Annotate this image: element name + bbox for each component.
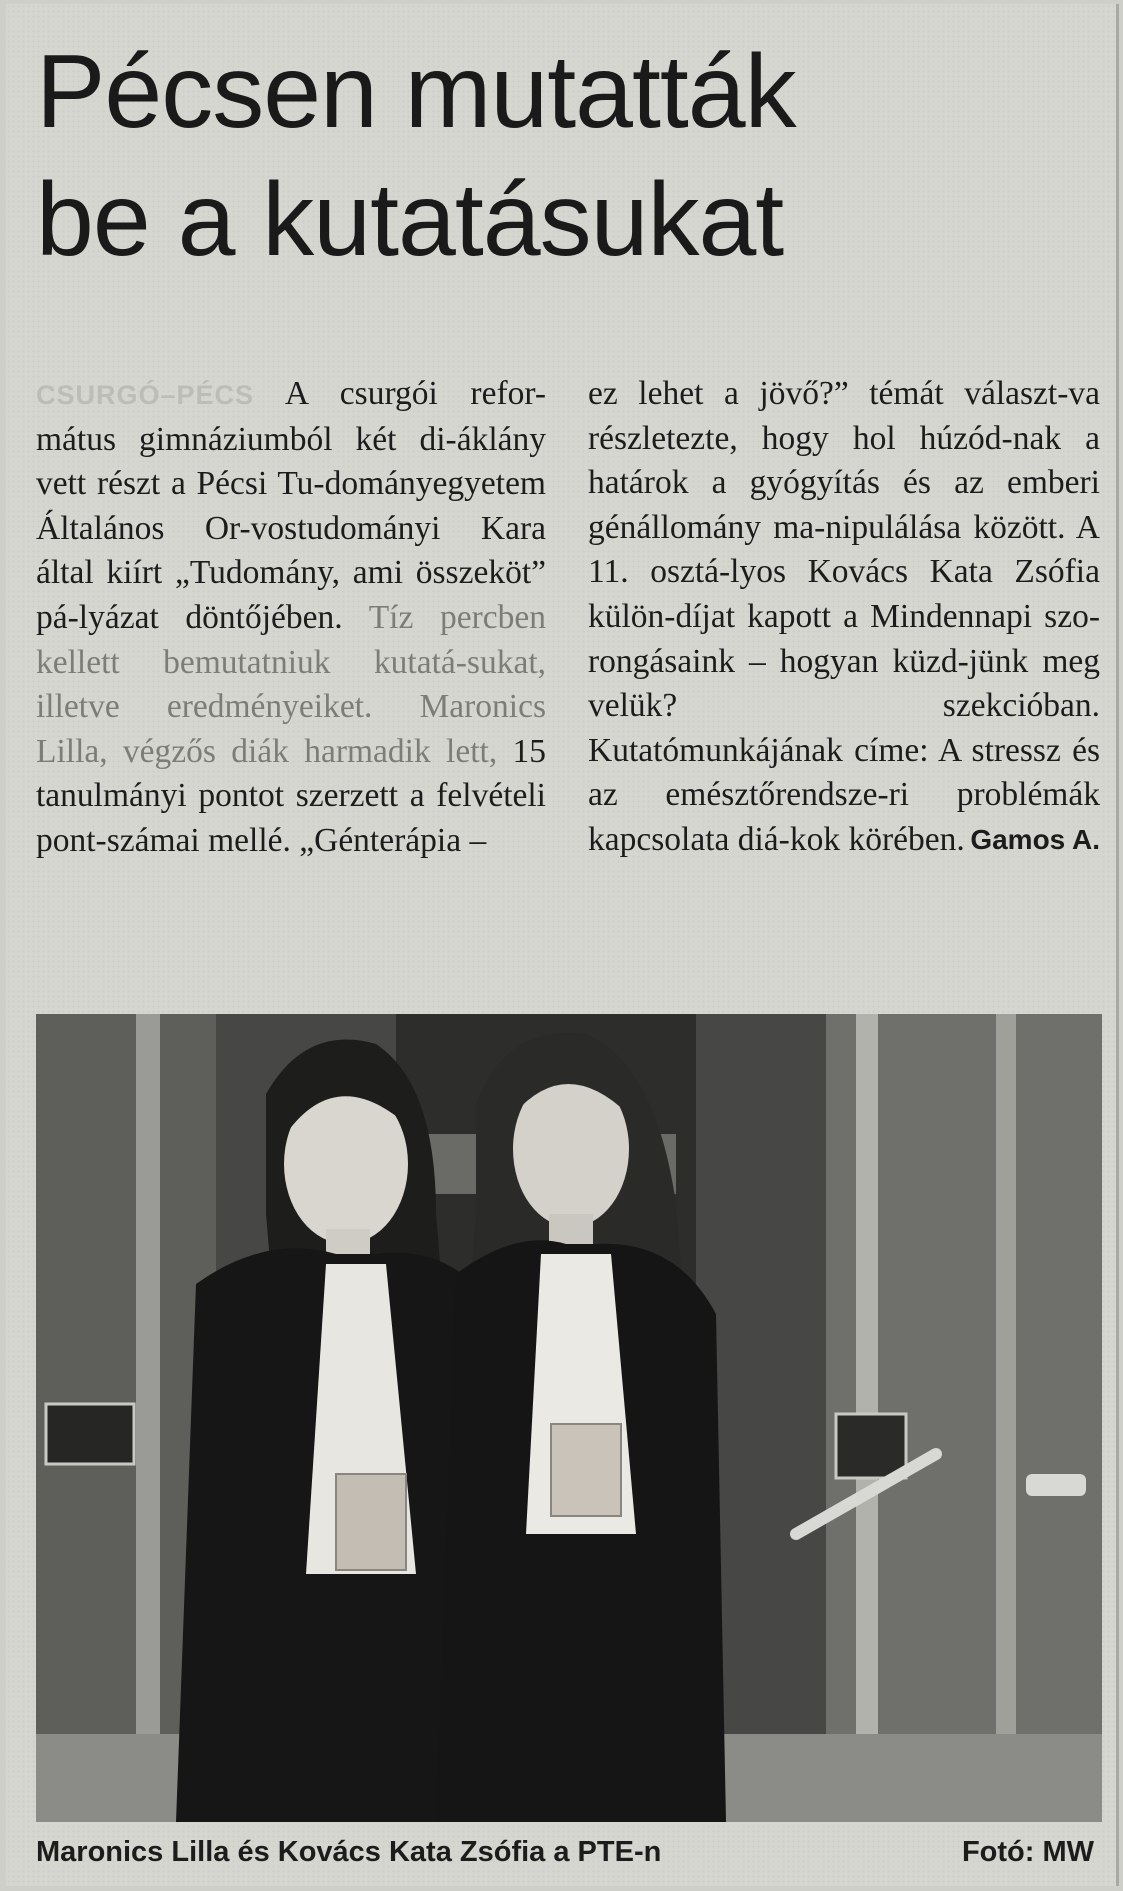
- left-column-faded-text: Tíz percben kellett bemutatniuk kutatá-sukat, illetve eredményeiket. Maronics Lilla, végzős diák harmadik lett,: [36, 598, 546, 770]
- photo-credit: Fotó: MW: [961, 1836, 1094, 1868]
- article-column-left: [36, 372, 546, 864]
- byline: Gamos A.: [970, 823, 1100, 855]
- article-photo: [36, 1014, 1102, 1822]
- newspaper-clipping: [6, 4, 1119, 1886]
- article-headline: [36, 28, 1096, 284]
- left-column-intro: A csurgói refor-mátus gimnáziumból két di-áklány vett részt a Pécsi Tu-dományegyetem Általános Or-vostudományi Kara által kiírt „Tudomány, ami összeköt” pá-lyázat döntőjében.: [36, 375, 547, 636]
- photo-caption: Maronics Lilla és Kovács Kata Zsófia a PTE-n: [36, 1836, 662, 1868]
- right-column-text: ez lehet a jövő?” témát választ-va részletezte, hogy hol húzód-nak a határok a gyógyítás és az emberi génállomány ma-nipulálása között. A 11. osztá-lyos Kovács Kata Zsófia külön-díjat kapott a Mindennapi szo-rongásaink – hogyan küzd-jünk meg velük? szekcióban. Kutatómunkájának címe: A stressz és az emésztőrendsze-ri problémák kapcsolata diá-kok körében.: [588, 375, 1100, 858]
- headline-line-1: Pécsen mutatták: [36, 34, 796, 150]
- dateline: CSURGÓ–PÉCS: [36, 380, 255, 410]
- left-column-end: 15 tanulmányi pontot szerzett a felvételi pont-számai mellé. „Génterápia –: [36, 732, 546, 859]
- photo-illustration: [36, 1014, 1102, 1822]
- article-column-right: [588, 372, 1100, 863]
- headline-line-2: be a kutatásukat: [36, 162, 784, 278]
